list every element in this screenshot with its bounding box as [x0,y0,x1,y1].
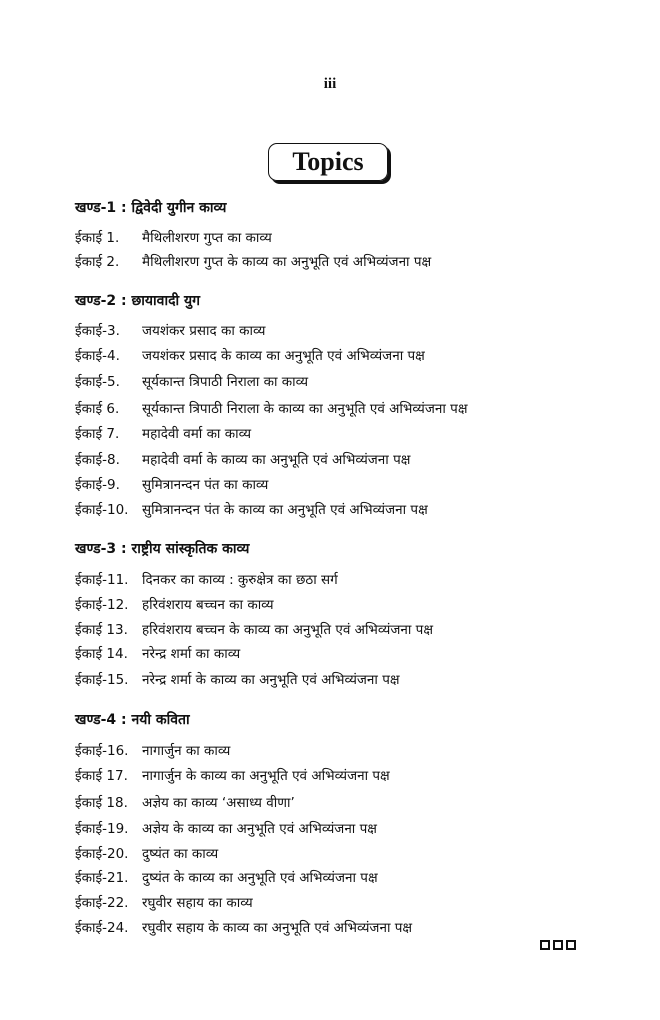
list-item [75,475,268,493]
unit-number: ईकाई-16. [75,743,129,759]
unit-title: अज्ञेय का काव्य ‘असाध्य वीणा’ [142,795,295,811]
unit-number: ईकाई-9. [75,477,120,493]
list-item [75,741,230,759]
unit-title: अज्ञेय के काव्य का अनुभूति एवं अभिव्यंजना पक्ष [142,821,377,837]
list-item [75,321,265,339]
unit-title: रघुवीर सहाय का काव्य [142,895,253,911]
unit-title: रघुवीर सहाय के काव्य का अनुभूति एवं अभिव्यंजना पक्ष [142,920,413,936]
unit-number: ईकाई-19. [75,821,129,837]
list-item [75,228,272,246]
unit-number: ईकाई-24. [75,920,129,936]
list-item [75,644,240,662]
unit-title: दुष्यंत के काव्य का अनुभूति एवं अभिव्यंजना पक्ष [142,870,378,886]
unit-number: ईकाई 17. [75,768,128,784]
unit-title: हरिवंशराय बच्चन के काव्य का अनुभूति एवं अभिव्यंजना पक्ष [142,622,434,638]
list-item [75,918,412,936]
unit-title: सुमित्रानन्दन पंत का काव्य [142,477,269,493]
unit-number: ईकाई-22. [75,895,129,911]
list-item [75,424,251,442]
unit-title: मैथिलीशरण गुप्त के काव्य का अनुभूति एवं अभिव्यंजना पक्ष [142,254,432,270]
unit-title: दिनकर का काव्य : कुरुक्षेत्र का छठा सर्ग [142,572,338,588]
list-item [75,372,308,390]
unit-title: सूर्यकान्त त्रिपाठी निराला का काव्य [142,374,309,390]
page-number: iii [323,76,337,92]
unit-number: ईकाई-20. [75,846,129,862]
unit-title: महादेवी वर्मा का काव्य [142,426,252,442]
square-icon [566,940,576,950]
unit-number: ईकाई-3. [75,323,120,339]
unit-title: नागार्जुन के काव्य का अनुभूति एवं अभिव्यंजना पक्ष [142,768,390,784]
unit-number: ईकाई-21. [75,870,129,886]
unit-title: जयशंकर प्रसाद के काव्य का अनुभूति एवं अभिव्यंजना पक्ष [142,348,425,364]
unit-title: नागार्जुन का काव्य [142,743,231,759]
unit-number: ईकाई 2. [75,254,120,270]
unit-title: नरेन्द्र शर्मा का काव्य [142,646,241,662]
list-item [75,819,377,837]
list-item [75,252,431,270]
unit-number: ईकाई 7. [75,426,120,442]
list-item [75,399,468,417]
unit-number: ईकाई 6. [75,401,120,417]
unit-title: मैथिलीशरण गुप्त का काव्य [142,230,272,246]
list-item [75,844,218,862]
end-of-section-marks [540,940,576,950]
unit-title: दुष्यंत का काव्य [142,846,219,862]
topics-title-box [268,143,388,181]
list-item [75,793,295,811]
unit-number: ईकाई-4. [75,348,120,364]
list-item [75,893,253,911]
unit-title: सुमित्रानन्दन पंत के काव्य का अनुभूति एवं अभिव्यंजना पक्ष [142,502,428,518]
list-item [75,595,274,613]
unit-title: सूर्यकान्त त्रिपाठी निराला के काव्य का अनुभूति एवं अभिव्यंजना पक्ष [142,401,468,417]
list-item [75,620,433,638]
unit-number: ईकाई-10. [75,502,129,518]
unit-number: ईकाई-8. [75,452,120,468]
section-heading: खण्ड-1 : द्विवेदी युगीन काव्य [75,200,227,216]
list-item [75,500,428,518]
unit-number: ईकाई-5. [75,374,120,390]
list-item [75,670,400,688]
unit-title: जयशंकर प्रसाद का काव्य [142,323,266,339]
unit-title: नरेन्द्र शर्मा के काव्य का अनुभूति एवं अभिव्यंजना पक्ष [142,672,400,688]
list-item [75,570,338,588]
list-item [75,766,390,784]
square-icon [540,940,550,950]
unit-number: ईकाई-12. [75,597,129,613]
page-title: Topics [292,147,364,176]
unit-number: ईकाई-15. [75,672,129,688]
unit-number: ईकाई 18. [75,795,128,811]
unit-title: महादेवी वर्मा के काव्य का अनुभूति एवं अभिव्यंजना पक्ष [142,452,411,468]
square-icon [553,940,563,950]
list-item [75,346,425,364]
unit-number: ईकाई-11. [75,572,129,588]
section-heading: खण्ड-2 : छायावादी युग [75,293,201,309]
unit-number: ईकाई 14. [75,646,128,662]
section-heading: खण्ड-4 : नयी कविता [75,712,190,728]
unit-number: ईकाई 1. [75,230,120,246]
section-heading: खण्ड-3 : राष्ट्रीय सांस्कृतिक काव्य [75,541,250,557]
unit-number: ईकाई 13. [75,622,128,638]
list-item [75,450,410,468]
unit-title: हरिवंशराय बच्चन का काव्य [142,597,274,613]
list-item [75,868,378,886]
